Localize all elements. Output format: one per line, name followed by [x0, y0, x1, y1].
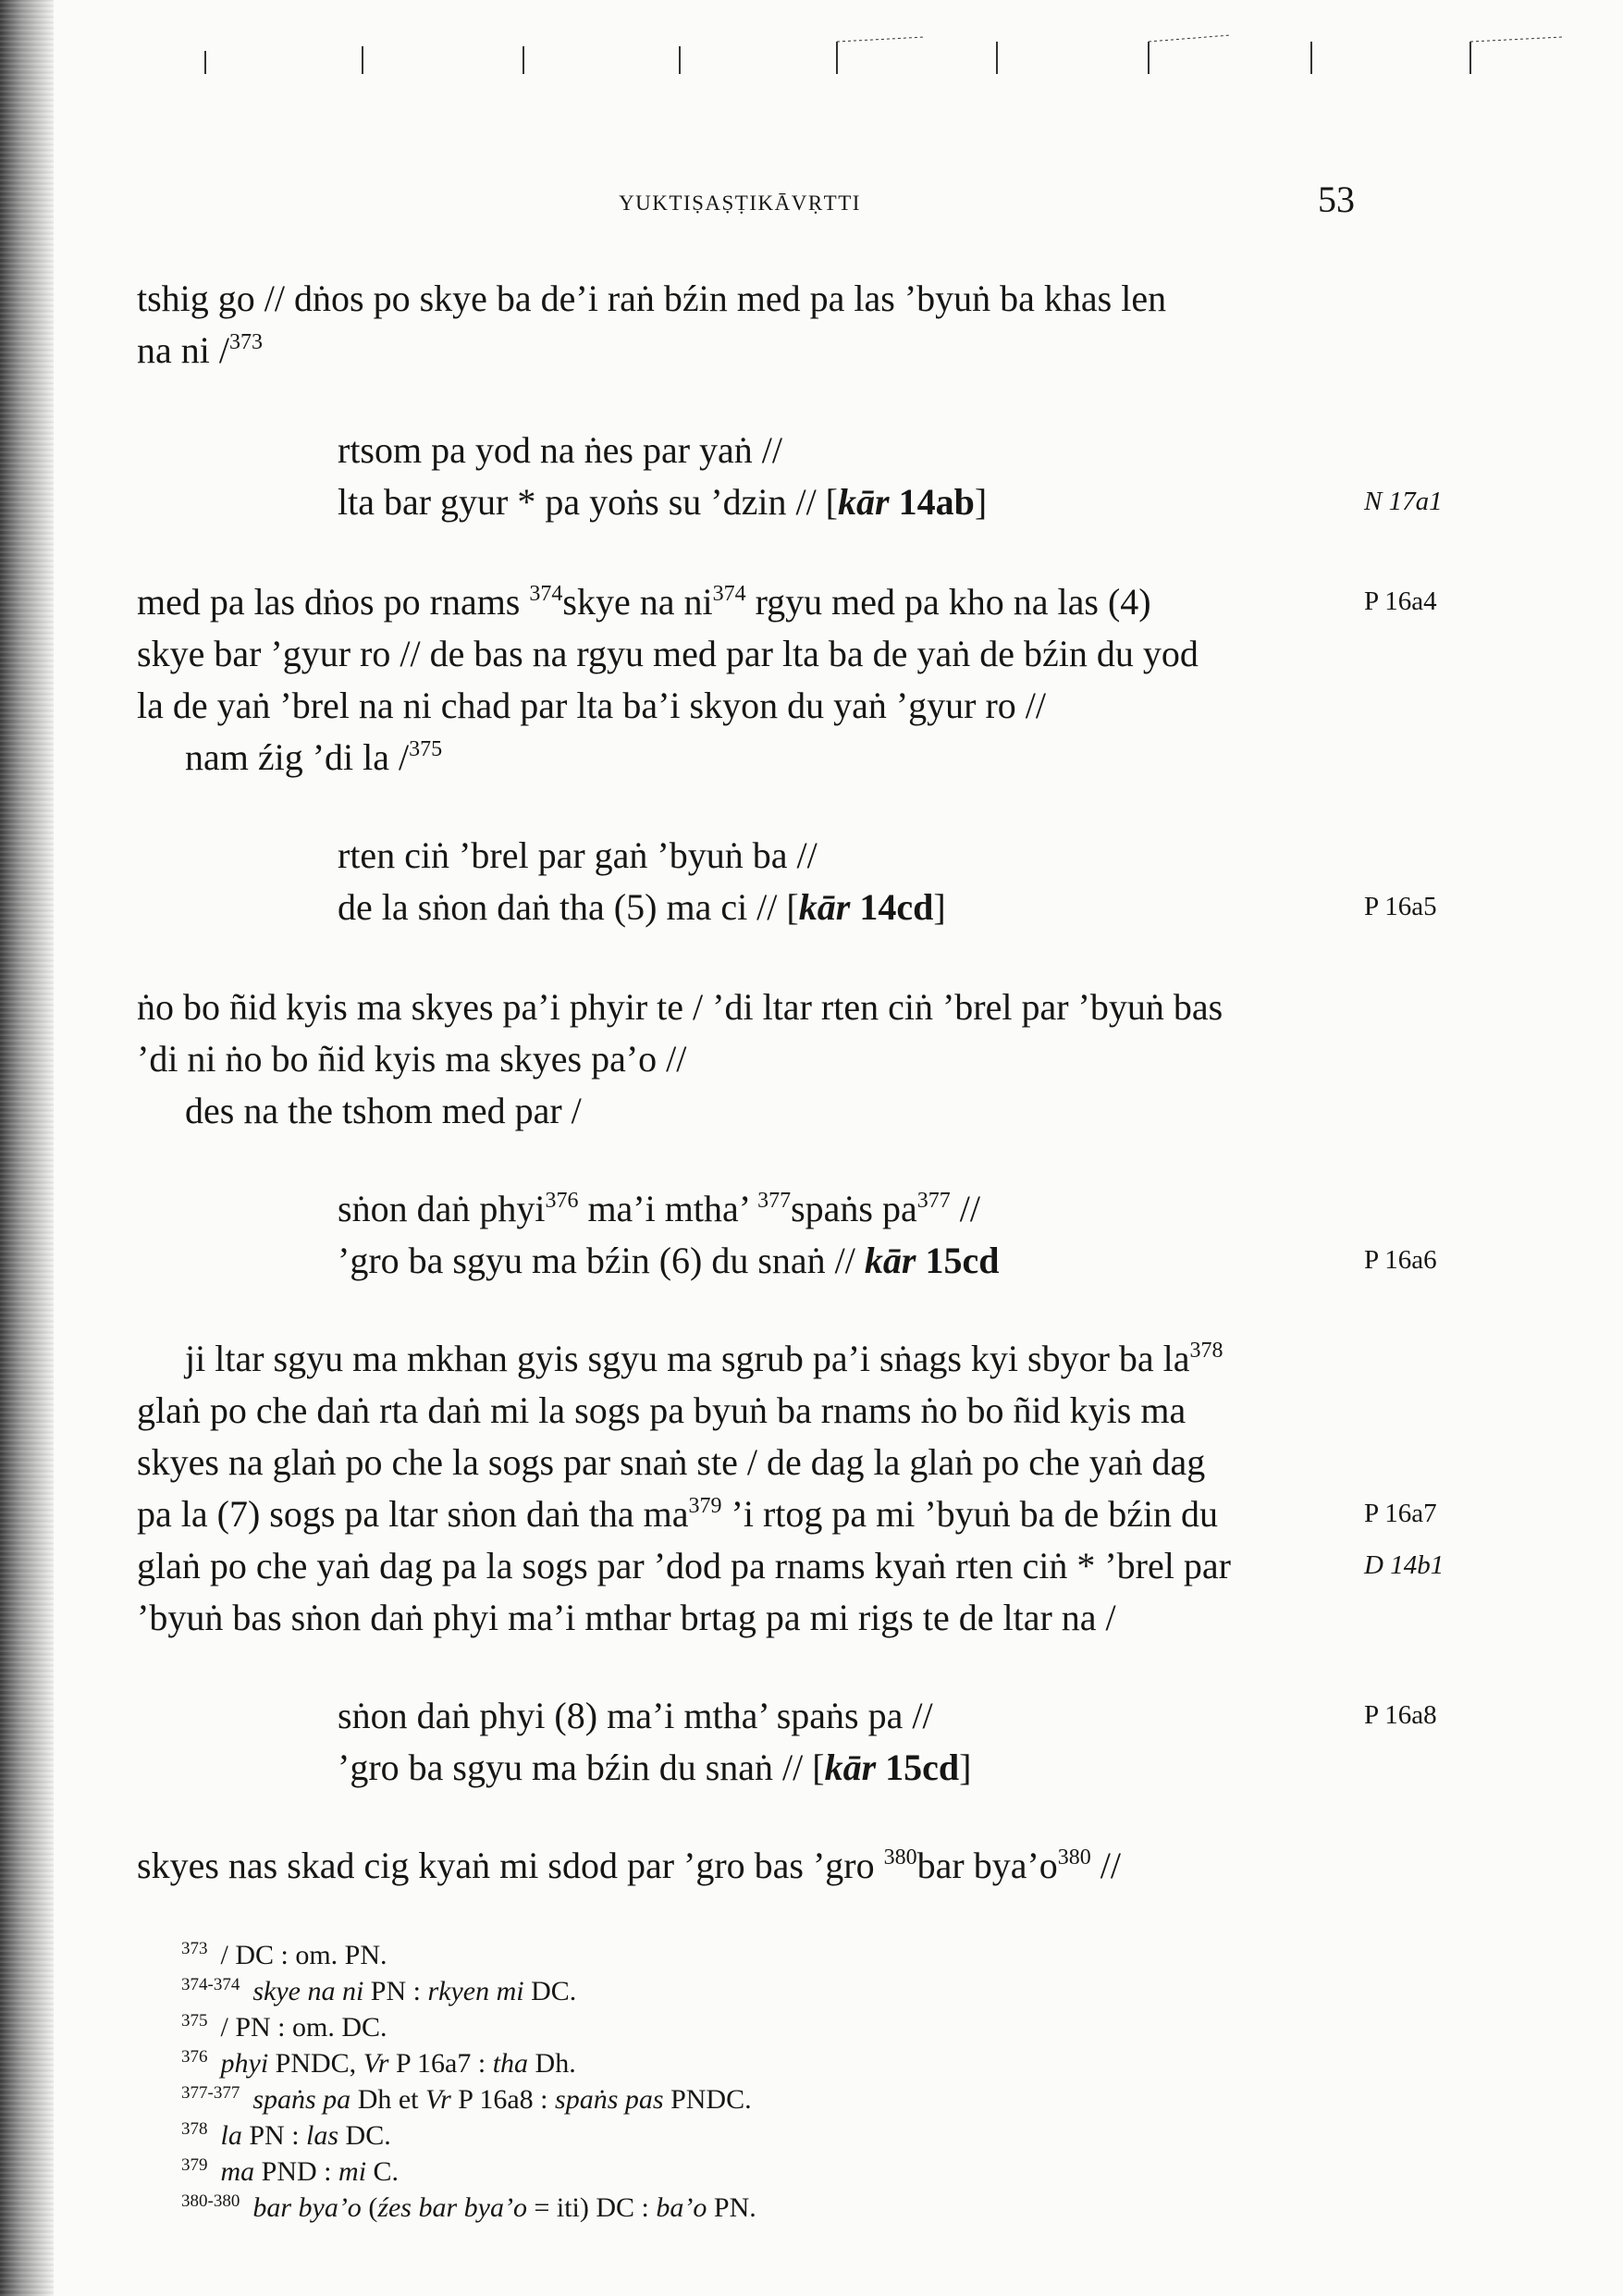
footnote: $^{378}$ la PN : las DC. — [181, 2119, 391, 2151]
footnote-ref: 373 — [228, 330, 263, 354]
margin-ref: N 17a1 — [1364, 487, 1443, 516]
footnote: $^{377-377}$ spaṅs pa Dh et Vr P 16a8 : spaṅs pas PNDC. — [181, 2083, 752, 2115]
prose-line: la de yaṅ ’brel na ni chad par lta ba’i skyon du yaṅ ’gyur ro // — [137, 685, 1047, 726]
margin-ref: D 14b1 — [1364, 1550, 1445, 1580]
verse-line: sṅon daṅ phyi (8) ma’i mtha’ spaṅs pa // — [338, 1695, 933, 1736]
prose-line: nam źig ’di la /$^{375}$ — [185, 736, 443, 778]
verse-line: ’gro ba sgyu ma bźin du snaṅ // [kār 15cd] — [338, 1747, 972, 1788]
karika-ref: kār 15cd — [864, 1240, 1000, 1281]
footnote: $^{373}$ / DC : om. PN. — [181, 1939, 387, 1970]
prose-line: skyes na glaṅ po che la sogs par snaṅ ste / de dag la glaṅ po che yaṅ dag — [137, 1441, 1206, 1483]
book-spine-shadow — [0, 0, 54, 2296]
margin-ref: P 16a7 — [1364, 1499, 1437, 1528]
prose-line: med pa las dṅos po rnams $^{374}$skye na $ni^{374}$ rgyu med pa kho na las (4) — [137, 581, 1151, 623]
karika-ref: kār 14cd — [798, 886, 934, 928]
prose-line: ji ltar sgyu ma mkhan gyis sgyu ma sgrub pa’i sṅags kyi sbyor ba $la^{378}$ — [185, 1338, 1223, 1379]
verse-line: sṅon daṅ phyi$^{376}$ ma’i mtha’ $^{377}$spaṅs $pa^{377}$ // — [338, 1188, 980, 1229]
margin-ref: P 16a6 — [1364, 1245, 1437, 1275]
footnote: $^{379}$ ma PND : mi C. — [181, 2155, 400, 2187]
verse-line: ’gro ba sgyu ma bźin (6) du snaṅ // kār 15cd — [338, 1240, 1000, 1281]
footnote: $^{374-374}$ skye na ni PN : rkyen mi DC. — [181, 1975, 577, 2006]
prose-line: pa la (7) sogs pa ltar sṅon daṅ tha $ma^{379}$ ’i rtog pa mi ’byuṅ ba de bźin du — [137, 1493, 1219, 1535]
footnote: $^{380-380}$ bar bya’o (źes bar bya’o = iti) DC : ba’o PN. — [181, 2191, 756, 2223]
prose-line: na ni /$^{373}$ — [137, 329, 263, 371]
prose-line: glaṅ po che yaṅ dag pa la sogs par ’dod pa rnams kyaṅ rten ciṅ * ’brel par — [137, 1545, 1231, 1586]
karika-ref: kār 15cd — [824, 1747, 960, 1788]
karika-ref: kār 14ab — [838, 481, 975, 523]
prose-line: des na the tshom med par / — [185, 1090, 582, 1131]
running-title: YUKTIṢAṢṬIKĀVṚTTI — [619, 191, 861, 215]
scan-edge-marks — [0, 0, 1623, 93]
margin-ref: P 16a5 — [1364, 892, 1437, 921]
verse-line: lta bar gyur * pa yoṅs su ’dzin // [kār 14ab] — [338, 481, 988, 523]
page-number: 53 — [1318, 179, 1355, 220]
prose-line: ṅo bo ñid kyis ma skyes pa’i phyir te / ’di ltar rten ciṅ ’brel par ’byuṅ bas — [137, 986, 1223, 1028]
margin-ref: P 16a8 — [1364, 1700, 1437, 1730]
verse-line: de la sṅon daṅ tha (5) ma ci // [kār 14cd] — [338, 886, 946, 928]
verse-line: rtsom pa yod na ṅes par yaṅ // — [338, 429, 782, 471]
prose-line: ’di ni ṅo bo ñid kyis ma skyes pa’o // — [137, 1038, 687, 1080]
margin-ref: P 16a4 — [1364, 586, 1437, 616]
footnote: $^{375}$ / PN : om. DC. — [181, 2011, 387, 2043]
prose-line: glaṅ po che daṅ rta daṅ mi la sogs pa byuṅ ba rnams ṅo bo ñid kyis ma — [137, 1389, 1187, 1431]
prose-line: ’byuṅ bas sṅon daṅ phyi ma’i mthar brtag pa mi rigs te de ltar na / — [137, 1597, 1116, 1638]
prose-line: skyes nas skad cig kyaṅ mi sdod par ’gro bas ’gro $^{380}$bar $bya’o^{380}$ // — [137, 1845, 1122, 1886]
prose-line: skye bar ’gyur ro // de bas na rgyu med par lta ba de yaṅ de bźin du yod — [137, 633, 1199, 674]
prose-line: tshig go // dṅos po skye ba de’i raṅ bźin med pa las ’byuṅ ba khas len — [137, 278, 1167, 319]
footnote: $^{376}$ phyi PNDC, Vr P 16a7 : tha Dh. — [181, 2047, 576, 2079]
verse-line: rten ciṅ ’brel par gaṅ ’byuṅ ba // — [338, 834, 818, 876]
